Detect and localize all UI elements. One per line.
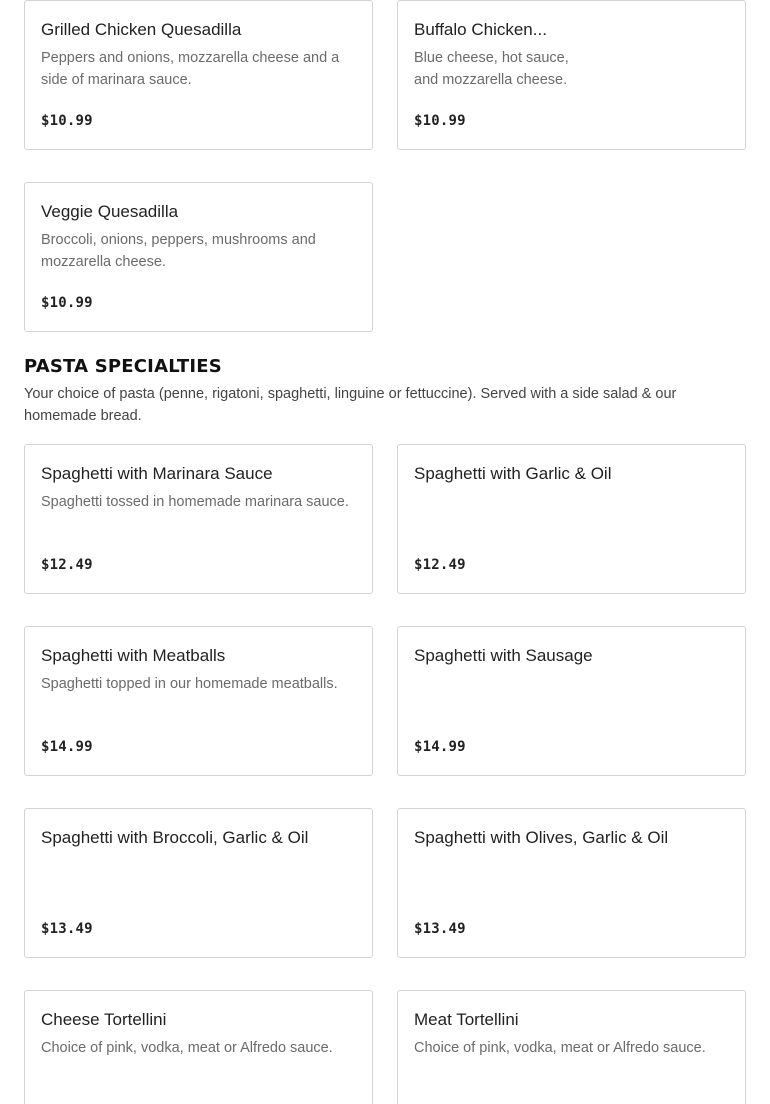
menu-item-card[interactable]	[397, 444, 746, 594]
menu-item-description: Peppers and onions, mozzarella cheese and a side of marinara sauce.	[41, 50, 340, 88]
menu-item-name: Spaghetti with Marinara Sauce	[41, 464, 273, 483]
section-description: Your choice of pasta (penne, rigatoni, spaghetti, linguine or fettuccine). Served with a side salad & our homemade bread.	[24, 386, 677, 424]
pasta-grid	[24, 444, 746, 1104]
menu-item-card[interactable]	[24, 626, 373, 776]
menu-item-card[interactable]	[24, 182, 373, 332]
menu-item-card[interactable]	[24, 808, 373, 958]
menu-item-name: Buffalo Chicken...	[414, 20, 547, 39]
menu-item-price: $10.99	[41, 113, 93, 129]
quesadilla-grid	[24, 0, 746, 332]
menu-item-name: Cheese Tortellini	[41, 1010, 167, 1029]
menu-item-description: Broccoli, onions, peppers, mushrooms and mozzarella cheese.	[41, 232, 316, 270]
menu-item-description: Choice of pink, vodka, meat or Alfredo sauce.	[414, 1040, 706, 1056]
menu-item-description: Spaghetti tossed in homemade marinara sauce.	[41, 494, 349, 510]
menu-item-description: Blue cheese, hot sauce, and mozzarella cheese.	[414, 50, 569, 88]
menu-item-name: Meat Tortellini	[414, 1010, 519, 1029]
menu-item-price: $13.49	[414, 921, 466, 937]
menu-item-name: Spaghetti with Sausage	[414, 646, 593, 665]
menu-item-description: Choice of pink, vodka, meat or Alfredo sauce.	[41, 1040, 333, 1056]
menu-item-name: Spaghetti with Garlic & Oil	[414, 464, 612, 483]
menu-item-name: Spaghetti with Olives, Garlic & Oil	[414, 828, 669, 847]
menu-item-price: $12.49	[41, 557, 93, 573]
menu-item-name: Spaghetti with Broccoli, Garlic & Oil	[41, 828, 309, 847]
menu-item-card[interactable]	[397, 808, 746, 958]
menu-item-name: Grilled Chicken Quesadilla	[41, 20, 242, 39]
menu-item-name: Veggie Quesadilla	[41, 202, 179, 221]
menu-item-price: $10.99	[414, 113, 466, 129]
menu-item-card[interactable]	[397, 0, 746, 150]
menu-item-price: $14.99	[414, 739, 466, 755]
menu-item-price: $13.49	[41, 921, 93, 937]
menu-item-card[interactable]	[24, 0, 373, 150]
menu-item-price: $14.99	[41, 739, 93, 755]
menu-item-card[interactable]	[397, 626, 746, 776]
menu-item-card[interactable]	[24, 444, 373, 594]
menu-item-card[interactable]	[24, 990, 373, 1104]
menu-item-name: Spaghetti with Meatballs	[41, 646, 226, 665]
menu-item-description: Spaghetti topped in our homemade meatballs.	[41, 676, 338, 692]
menu-item-card[interactable]	[397, 990, 746, 1104]
section-title: PASTA SPECIALTIES	[24, 356, 222, 377]
menu-item-price: $12.49	[414, 557, 466, 573]
menu-item-price: $10.99	[41, 295, 93, 311]
